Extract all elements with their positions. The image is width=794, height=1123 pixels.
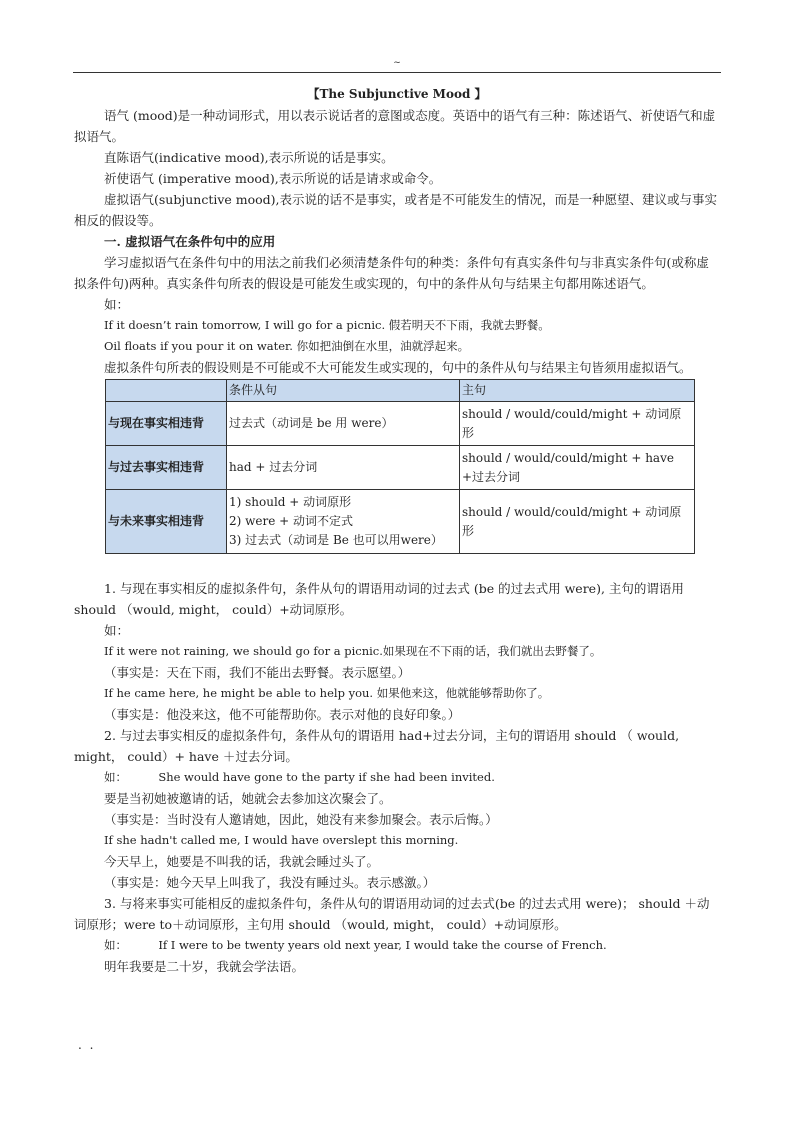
page-header-mark: ~ [393,58,401,68]
section-paragraph-real-conditions: 学习虚拟语气在条件句中的用法之前我们必须清楚条件句的种类：条件句有真实条件句与非真实条件句(或称虚拟条件句)两种。真实条件句所表的假设是可能发生或实现的，句中的条件从句与结果主句都用陈述语气。 [74,255,709,291]
example-sentence-oil: Oil floats if you pour it on water. 你如把油倒在水里，油就浮起来。 [104,339,470,353]
point-1-text: 1. 与现在事实相反的虚拟条件句，条件从句的谓语用动词的过去式 (be 的过去式用 were), 主句的谓语用 should （would, might， could）+动词原形。 [74,581,684,617]
point-2-example [74,767,720,788]
table-header-main: 主句 [460,380,695,402]
table-row [106,402,695,446]
point-3-example-translation: 明年我要是二十岁，我就会学法语。 [104,959,305,974]
example-sentence-picnic: If it doesn’t rain tomorrow, I will go for a picnic. 假若明天不下雨，我就去野餐。 [104,318,550,332]
point-2-example-note: （事实是：当时没有人邀请她，因此，她没有来参加聚会。表示后悔。） [104,812,498,827]
clause-present: 过去式（动词是 be 用 were） [227,402,460,446]
point-3-example-sentence: If I were to be twenty years old next year, I would take the course of French. [158,938,607,952]
clause-future [227,490,460,554]
clause-future-line: 3) 过去式（动词是 Be 也可以用were） [229,533,443,547]
row-label-future: 与未来事实相违背 [106,490,227,554]
example-label: 如： [104,297,130,312]
main-present: should / would/could/might + 动词原形 [460,402,695,446]
table-row [106,446,695,490]
page-footer-dots: . . [78,1038,96,1052]
header-rule [73,72,721,73]
main-future: should / would/could/might + 动词原形 [460,490,695,554]
point-2-example-note: （事实是：她今天早上叫我了，我没有睡过头。表示感激。） [104,875,436,890]
point-2-example-translation: 今天早上，她要是不叫我的话，我就会睡过头了。 [104,854,380,869]
main-past: should / would/could/might + have +过去分词 [460,446,695,490]
table-header-blank [106,380,227,402]
point-2-example-translation: 要是当初她被邀请的话，她就会去参加这次聚会了。 [104,791,392,806]
intro-paragraph-subjunctive: 虚拟语气(subjunctive mood),表示说的话不是事实，或者是不可能发生的情况，而是一种愿望、建议或与事实相反的假设等。 [74,192,718,228]
clause-past: had + 过去分词 [227,446,460,490]
intro-paragraph-mood: 语气 (mood)是一种动词形式，用以表示说话者的意图或态度。英语中的语气有三种：陈述语气、祈使语气和虚拟语气。 [74,108,716,144]
point-1-example-sentence: If he came here, he might be able to help you. 如果他来这，他就能够帮助你了。 [104,686,550,700]
row-label-present: 与现在事实相违背 [106,402,227,446]
document-body [74,84,720,977]
point-3-example-label: 如： [104,938,127,952]
point-1-example-note: （事实是：天在下雨，我们不能出去野餐。表示愿望。） [104,665,411,680]
point-1-example-label: 如： [104,623,130,638]
clause-future-line: 2) were + 动词不定式 [229,514,354,528]
table-header-clause: 条件从句 [227,380,460,402]
table-header-row [106,380,695,402]
document-title: 【The Subjunctive Mood 】 [307,87,487,101]
clause-future-line: 1) should + 动词原形 [229,495,352,509]
point-2-example-sentence: She would have gone to the party if she had been invited. [158,770,495,784]
row-label-past: 与过去事实相违背 [106,446,227,490]
point-3-example [74,935,720,956]
intro-paragraph-imperative: 祈使语气 (imperative mood),表示所说的话是请求或命令。 [104,171,442,186]
point-1-example-sentence: If it were not raining, we should go for a picnic.如果现在不下雨的话，我们就出去野餐了。 [104,644,602,658]
section-paragraph-unreal-conditions: 虚拟条件句所表的假设则是不可能或不大可能发生或实现的，句中的条件从句与结果主句皆须用虚拟语气。 [104,360,692,375]
intro-paragraph-indicative: 直陈语气(indicative mood),表示所说的话是事实。 [104,150,394,165]
point-2-example-sentence: If she hadn't called me, I would have overslept this morning. [104,833,459,847]
point-2-text: 2. 与过去事实相反的虚拟条件句，条件从句的谓语用 had+过去分词，主句的谓语用 should （ would, might， could）+ have ＋过去分词。 [74,728,680,764]
conditional-rules-table [105,379,695,554]
table-row [106,490,695,554]
point-1-example-note: （事实是：他没来这，他不可能帮助你。表示对他的良好印象。） [104,707,461,722]
point-2-example-label: 如： [104,770,127,784]
section-heading: 一. 虚拟语气在条件句中的应用 [104,234,276,249]
point-3-text: 3. 与将来事实可能相反的虚拟条件句，条件从句的谓语用动词的过去式(be 的过去式用 were)； should ＋动词原形；were to＋动词原形，主句用 should （would, might， could）+动词原形。 [74,896,710,932]
